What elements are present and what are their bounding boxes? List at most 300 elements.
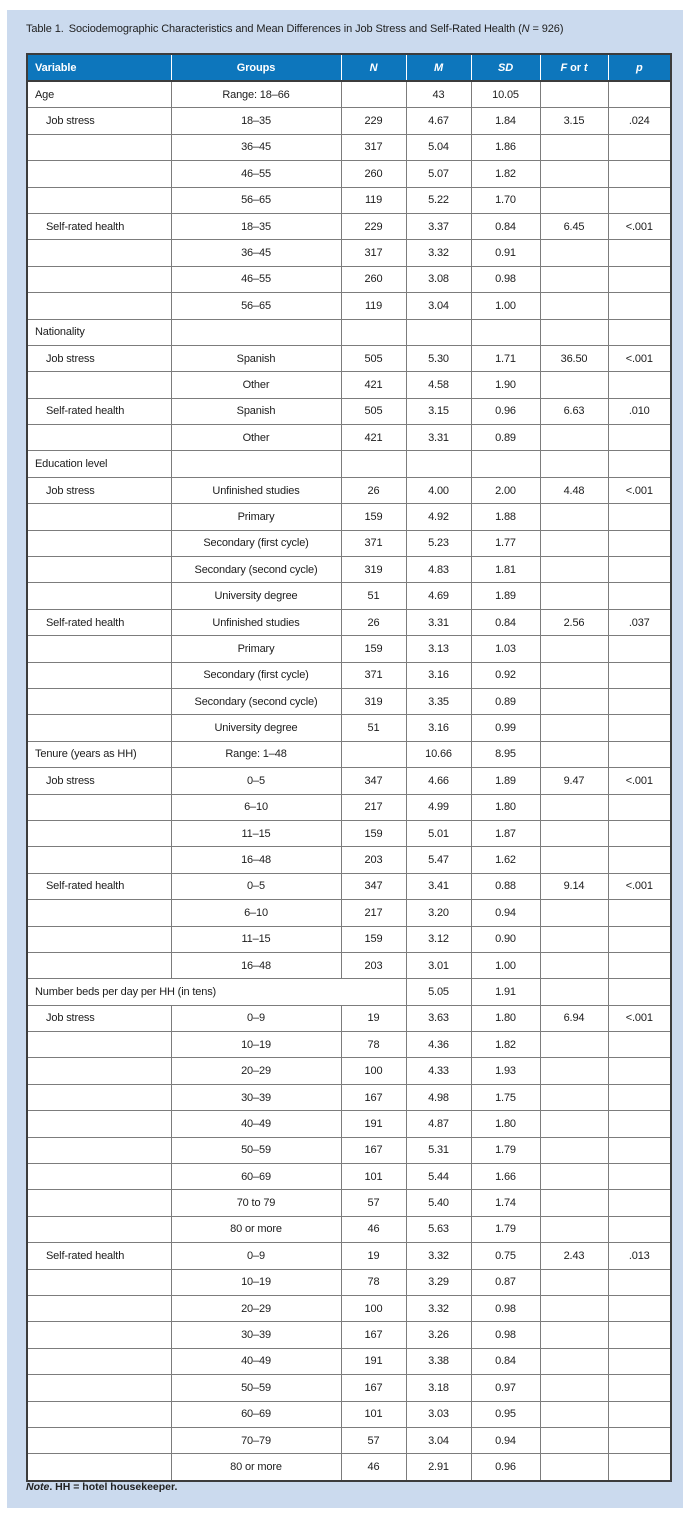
mean-cell: 5.40: [406, 1190, 471, 1216]
variable-cell: [27, 504, 171, 530]
variable-cell: [27, 794, 171, 820]
p-value-cell: [608, 1348, 671, 1374]
group-cell: 18–35: [171, 108, 341, 134]
p-value-cell: [608, 372, 671, 398]
n-cell: [341, 81, 406, 108]
n-cell: 203: [341, 952, 406, 978]
mean-cell: 3.01: [406, 952, 471, 978]
variable-cell: [27, 900, 171, 926]
table-row: [27, 1005, 671, 1031]
p-value-cell: [608, 741, 671, 767]
group-cell: Other: [171, 372, 341, 398]
variable-cell: [27, 715, 171, 741]
group-cell: 80 or more: [171, 1454, 341, 1481]
variable-cell: [27, 372, 171, 398]
n-cell: 505: [341, 345, 406, 371]
mean-cell: 4.58: [406, 372, 471, 398]
table-row: [27, 979, 671, 1005]
sd-cell: 1.66: [471, 1164, 540, 1190]
table-row: [27, 662, 671, 688]
sd-cell: 10.05: [471, 81, 540, 108]
variable-cell: [27, 1084, 171, 1110]
p-value-cell: [608, 820, 671, 846]
sd-cell: 1.82: [471, 161, 540, 187]
n-cell: 159: [341, 504, 406, 530]
n-cell: 19: [341, 1005, 406, 1031]
table-row: [27, 319, 671, 345]
table-row: [27, 1084, 671, 1110]
n-cell: 191: [341, 1348, 406, 1374]
n-cell: [341, 319, 406, 345]
group-cell: 50–59: [171, 1375, 341, 1401]
n-cell: 319: [341, 688, 406, 714]
n-cell: 167: [341, 1084, 406, 1110]
f-or-t-cell: [540, 794, 608, 820]
n-cell: [341, 741, 406, 767]
sd-cell: 1.70: [471, 187, 540, 213]
variable-cell: Job stress: [27, 768, 171, 794]
mean-cell: 4.66: [406, 768, 471, 794]
f-or-t-cell: [540, 530, 608, 556]
p-value-cell: [608, 161, 671, 187]
sd-cell: 0.84: [471, 609, 540, 635]
mean-cell: 4.00: [406, 477, 471, 503]
n-cell: 167: [341, 1322, 406, 1348]
table-body: [27, 81, 671, 1481]
variable-cell: [27, 1401, 171, 1427]
p-value-cell: <.001: [608, 1005, 671, 1031]
n-cell: 229: [341, 213, 406, 239]
table-row: [27, 398, 671, 424]
sd-cell: 1.00: [471, 293, 540, 319]
group-cell: Unfinished studies: [171, 477, 341, 503]
f-or-t-cell: [540, 952, 608, 978]
f-or-t-cell: [540, 161, 608, 187]
group-cell: 10–19: [171, 1032, 341, 1058]
f-or-t-cell: [540, 187, 608, 213]
group-cell: Range: 18–66: [171, 81, 341, 108]
f-or-t-cell: [540, 1032, 608, 1058]
sd-cell: 8.95: [471, 741, 540, 767]
sd-cell: 0.87: [471, 1269, 540, 1295]
group-cell: Unfinished studies: [171, 609, 341, 635]
table-row: [27, 636, 671, 662]
p-value-cell: [608, 1032, 671, 1058]
p-value-cell: [608, 1401, 671, 1427]
table-row: [27, 187, 671, 213]
table-row: [27, 741, 671, 767]
variable-cell: [27, 847, 171, 873]
variable-cell: [27, 1375, 171, 1401]
group-cell: 40–49: [171, 1111, 341, 1137]
table-row: [27, 768, 671, 794]
table-row: [27, 504, 671, 530]
note-label: Note: [26, 1481, 50, 1493]
group-cell: 11–15: [171, 820, 341, 846]
n-cell: [341, 451, 406, 477]
variable-cell: Education level: [27, 451, 171, 477]
f-or-t-cell: [540, 1216, 608, 1242]
n-cell: 167: [341, 1137, 406, 1163]
f-or-t-cell: 2.56: [540, 609, 608, 635]
group-cell: 20–29: [171, 1058, 341, 1084]
mean-cell: 5.44: [406, 1164, 471, 1190]
n-cell: 217: [341, 794, 406, 820]
n-cell: 100: [341, 1295, 406, 1321]
sd-cell: 0.90: [471, 926, 540, 952]
n-cell: 57: [341, 1190, 406, 1216]
variable-cell: [27, 1269, 171, 1295]
group-cell: 6–10: [171, 900, 341, 926]
group-cell: 70 to 79: [171, 1190, 341, 1216]
n-cell: 26: [341, 477, 406, 503]
f-or-t-cell: [540, 372, 608, 398]
n-cell: 371: [341, 530, 406, 556]
p-value-cell: [608, 1427, 671, 1453]
group-cell: Other: [171, 425, 341, 451]
group-cell: 30–39: [171, 1084, 341, 1110]
table-row: [27, 530, 671, 556]
f-or-t-cell: [540, 715, 608, 741]
p-value-cell: [608, 900, 671, 926]
p-value-cell: [608, 134, 671, 160]
sd-cell: 1.77: [471, 530, 540, 556]
variable-cell: [27, 1295, 171, 1321]
sd-cell: 0.84: [471, 1348, 540, 1374]
mean-cell: 4.69: [406, 583, 471, 609]
mean-cell: 3.13: [406, 636, 471, 662]
table-row: [27, 688, 671, 714]
table-row: [27, 926, 671, 952]
n-cell: 101: [341, 1164, 406, 1190]
p-value-cell: [608, 794, 671, 820]
mean-cell: 5.23: [406, 530, 471, 556]
sd-cell: 0.91: [471, 240, 540, 266]
f-or-t-cell: [540, 1401, 608, 1427]
n-cell: 159: [341, 636, 406, 662]
mean-cell: 3.31: [406, 425, 471, 451]
sd-cell: 1.03: [471, 636, 540, 662]
variable-cell: [27, 688, 171, 714]
f-or-t-cell: [540, 583, 608, 609]
variable-cell: [27, 293, 171, 319]
f-or-t-cell: [540, 504, 608, 530]
n-cell: 260: [341, 161, 406, 187]
mean-cell: 4.67: [406, 108, 471, 134]
group-cell: University degree: [171, 715, 341, 741]
mean-cell: 3.15: [406, 398, 471, 424]
mean-cell: 3.32: [406, 1243, 471, 1269]
n-cell: 317: [341, 240, 406, 266]
sd-cell: 1.79: [471, 1137, 540, 1163]
table-row: [27, 1032, 671, 1058]
sd-symbol: SD: [497, 61, 514, 74]
group-cell: Secondary (second cycle): [171, 688, 341, 714]
f-or-t-cell: [540, 1427, 608, 1453]
group-cell: 16–48: [171, 847, 341, 873]
mean-cell: 2.91: [406, 1454, 471, 1481]
f-or-t-cell: [540, 1348, 608, 1374]
mean-cell: 3.38: [406, 1348, 471, 1374]
group-cell: 50–59: [171, 1137, 341, 1163]
variable-cell: [27, 1454, 171, 1481]
group-cell: Spanish: [171, 345, 341, 371]
variable-cell: [27, 636, 171, 662]
f-or-t-cell: [540, 451, 608, 477]
f-or-t-cell: [540, 557, 608, 583]
variable-cell: [27, 557, 171, 583]
p-value-cell: [608, 636, 671, 662]
variable-cell: [27, 820, 171, 846]
mean-cell: 4.99: [406, 794, 471, 820]
variable-cell: Number beds per day per HH (in tens): [27, 979, 406, 1005]
n-cell: 51: [341, 715, 406, 741]
col-header-n: [341, 54, 406, 81]
f-or-t-cell: [540, 900, 608, 926]
variable-cell: [27, 583, 171, 609]
f-or-t-cell: [540, 926, 608, 952]
group-cell: 0–5: [171, 768, 341, 794]
p-value-cell: [608, 81, 671, 108]
table-row: [27, 1295, 671, 1321]
mean-cell: 3.03: [406, 1401, 471, 1427]
group-cell: Secondary (first cycle): [171, 662, 341, 688]
variable-cell: [27, 1190, 171, 1216]
sd-cell: 0.84: [471, 213, 540, 239]
n-cell: 78: [341, 1269, 406, 1295]
title-n-symbol: N: [521, 23, 530, 35]
f-or-t-cell: [540, 1084, 608, 1110]
variable-cell: Nationality: [27, 319, 171, 345]
variable-cell: Tenure (years as HH): [27, 741, 171, 767]
sd-cell: 1.62: [471, 847, 540, 873]
table-row: [27, 952, 671, 978]
table-row: [27, 240, 671, 266]
m-symbol: M: [433, 61, 444, 74]
table-row: [27, 213, 671, 239]
group-cell: Secondary (first cycle): [171, 530, 341, 556]
sd-cell: 0.97: [471, 1375, 540, 1401]
variable-cell: [27, 1032, 171, 1058]
f-or-t-cell: [540, 81, 608, 108]
n-cell: 191: [341, 1111, 406, 1137]
mean-cell: 3.63: [406, 1005, 471, 1031]
variable-cell: [27, 1164, 171, 1190]
f-or-t-cell: 36.50: [540, 345, 608, 371]
group-cell: 70–79: [171, 1427, 341, 1453]
n-cell: 159: [341, 926, 406, 952]
sd-cell: 1.79: [471, 1216, 540, 1242]
n-cell: 119: [341, 187, 406, 213]
p-value-cell: [608, 1084, 671, 1110]
p-value-cell: [608, 926, 671, 952]
n-cell: 46: [341, 1454, 406, 1481]
n-cell: 317: [341, 134, 406, 160]
group-cell: 18–35: [171, 213, 341, 239]
p-value-cell: [608, 293, 671, 319]
f-or-t-cell: 6.94: [540, 1005, 608, 1031]
sd-cell: 0.98: [471, 1295, 540, 1321]
sd-cell: 0.89: [471, 425, 540, 451]
p-symbol: p: [635, 61, 643, 74]
f-or-t-cell: [540, 134, 608, 160]
f-or-t-cell: [540, 1322, 608, 1348]
mean-cell: 4.92: [406, 504, 471, 530]
p-value-cell: [608, 1164, 671, 1190]
group-cell: 60–69: [171, 1401, 341, 1427]
table-row: [27, 1269, 671, 1295]
variable-cell: [27, 134, 171, 160]
f-or-t-cell: [540, 1137, 608, 1163]
group-cell: Range: 1–48: [171, 741, 341, 767]
p-value-cell: [608, 1454, 671, 1481]
sd-cell: 0.88: [471, 873, 540, 899]
p-value-cell: <.001: [608, 213, 671, 239]
table-row: [27, 477, 671, 503]
table-title: [26, 23, 666, 35]
mean-cell: 5.05: [406, 979, 471, 1005]
table-row: [27, 134, 671, 160]
sd-cell: 1.89: [471, 768, 540, 794]
sd-cell: 1.74: [471, 1190, 540, 1216]
variable-cell: [27, 1058, 171, 1084]
mean-cell: 5.31: [406, 1137, 471, 1163]
f-or-t-cell: [540, 1269, 608, 1295]
f-or-t-cell: [540, 1454, 608, 1481]
mean-cell: 4.83: [406, 557, 471, 583]
table-row: [27, 847, 671, 873]
table-number-label: Table 1.: [26, 23, 64, 35]
group-cell: 0–9: [171, 1005, 341, 1031]
table-header-row: [27, 54, 671, 81]
table-row: [27, 108, 671, 134]
group-cell: 10–19: [171, 1269, 341, 1295]
f-symbol: F: [560, 61, 568, 74]
p-value-cell: <.001: [608, 345, 671, 371]
n-cell: 19: [341, 1243, 406, 1269]
group-cell: [171, 451, 341, 477]
mean-cell: 4.87: [406, 1111, 471, 1137]
table-row: [27, 81, 671, 108]
table-row: [27, 425, 671, 451]
group-cell: [171, 319, 341, 345]
table-title-sample-size: = 926): [529, 23, 564, 35]
mean-cell: 5.01: [406, 820, 471, 846]
variable-cell: Self-rated health: [27, 1243, 171, 1269]
f-or-t-cell: [540, 425, 608, 451]
table-row: [27, 715, 671, 741]
group-cell: University degree: [171, 583, 341, 609]
table-row: [27, 820, 671, 846]
variable-cell: [27, 161, 171, 187]
f-or-t-cell: [540, 1111, 608, 1137]
sd-cell: [471, 319, 540, 345]
group-cell: 40–49: [171, 1348, 341, 1374]
p-value-cell: [608, 187, 671, 213]
f-or-t-cell: [540, 820, 608, 846]
sd-cell: 1.80: [471, 1111, 540, 1137]
p-value-cell: [608, 1137, 671, 1163]
mean-cell: [406, 319, 471, 345]
variable-cell: [27, 952, 171, 978]
table-row: [27, 293, 671, 319]
mean-cell: 3.08: [406, 266, 471, 292]
f-or-t-cell: [540, 1058, 608, 1084]
n-cell: 505: [341, 398, 406, 424]
table-row: [27, 1164, 671, 1190]
table-row: [27, 1375, 671, 1401]
sd-cell: 1.82: [471, 1032, 540, 1058]
n-cell: 347: [341, 768, 406, 794]
n-cell: 371: [341, 662, 406, 688]
f-or-t-cell: [540, 688, 608, 714]
f-or-t-cell: 6.63: [540, 398, 608, 424]
sd-cell: 1.91: [471, 979, 540, 1005]
p-value-cell: [608, 1111, 671, 1137]
mean-cell: 3.32: [406, 240, 471, 266]
p-value-cell: [608, 451, 671, 477]
table-row: [27, 372, 671, 398]
mean-cell: 3.20: [406, 900, 471, 926]
sd-cell: 0.75: [471, 1243, 540, 1269]
variable-cell: [27, 266, 171, 292]
table-row: [27, 1111, 671, 1137]
group-cell: 46–55: [171, 161, 341, 187]
group-cell: Spanish: [171, 398, 341, 424]
variable-cell: [27, 1137, 171, 1163]
n-cell: 100: [341, 1058, 406, 1084]
table-row: [27, 266, 671, 292]
t-symbol: t: [583, 61, 588, 74]
sd-cell: 1.84: [471, 108, 540, 134]
mean-cell: 5.30: [406, 345, 471, 371]
table-row: [27, 1427, 671, 1453]
group-cell: 56–65: [171, 293, 341, 319]
variable-cell: [27, 425, 171, 451]
p-value-cell: [608, 1375, 671, 1401]
table-title-text: Sociodemographic Characteristics and Mean Differences in Job Stress and Self-Rated Health (: [68, 23, 522, 35]
table-row: [27, 1454, 671, 1481]
f-or-t-cell: 3.15: [540, 108, 608, 134]
mean-cell: [406, 451, 471, 477]
n-cell: 421: [341, 425, 406, 451]
p-value-cell: [608, 952, 671, 978]
sd-cell: 1.80: [471, 794, 540, 820]
sd-cell: 0.98: [471, 1322, 540, 1348]
n-cell: 78: [341, 1032, 406, 1058]
n-cell: 260: [341, 266, 406, 292]
n-cell: 119: [341, 293, 406, 319]
group-cell: Secondary (second cycle): [171, 557, 341, 583]
sd-cell: 1.90: [471, 372, 540, 398]
p-value-cell: [608, 583, 671, 609]
p-value-cell: <.001: [608, 477, 671, 503]
sd-cell: 1.80: [471, 1005, 540, 1031]
mean-cell: 5.04: [406, 134, 471, 160]
variable-cell: [27, 187, 171, 213]
f-or-t-cell: [540, 1375, 608, 1401]
table-note: [26, 1481, 177, 1493]
col-header-groups: Groups: [171, 54, 341, 81]
n-cell: 101: [341, 1401, 406, 1427]
p-value-cell: [608, 688, 671, 714]
sd-cell: 1.89: [471, 583, 540, 609]
group-cell: 0–5: [171, 873, 341, 899]
table-row: [27, 583, 671, 609]
group-cell: 46–55: [171, 266, 341, 292]
mean-cell: 3.29: [406, 1269, 471, 1295]
n-cell: 46: [341, 1216, 406, 1242]
